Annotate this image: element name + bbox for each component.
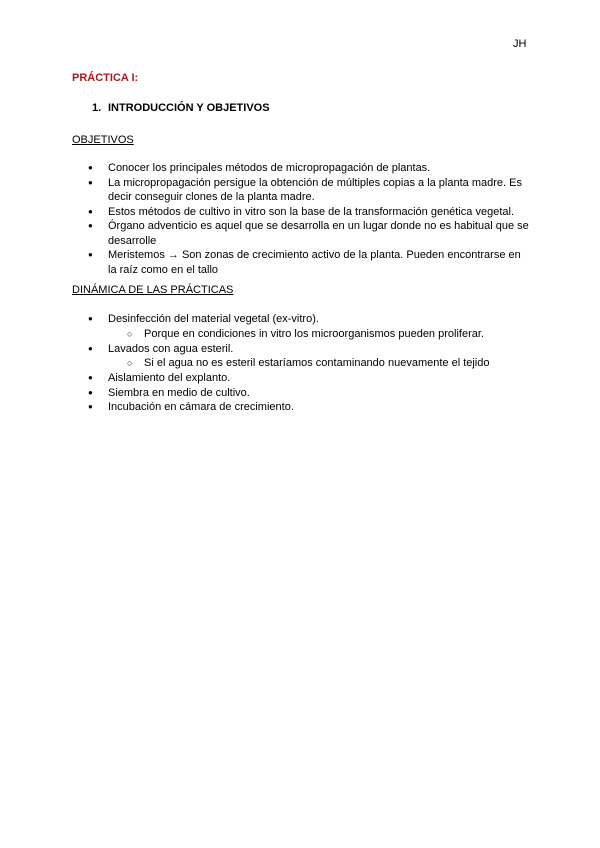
sub-list <box>108 356 532 371</box>
header-initials: JH <box>513 38 527 50</box>
sub-list-item: ○ Si el agua no es esteril estaríamos contaminando nuevamente el tejido <box>108 356 532 371</box>
section-number: 1. <box>92 102 102 114</box>
list-item: ● Siembra en medio de cultivo. <box>72 386 532 401</box>
list-item: ● Conocer los principales métodos de micropropagación de plantas. <box>72 161 532 176</box>
dynamics-heading: DINÁMICA DE LAS PRÁCTICAS <box>72 284 234 296</box>
list-item-text: Lavados con agua esteril. <box>108 342 234 355</box>
list-item: ● Órgano adventicio es aquel que se desarrolla en un lugar donde no es habitual que se desarrolle <box>72 219 532 248</box>
section-title: INTRODUCCIÓN Y OBJETIVOS <box>108 102 270 114</box>
list-item: ● Incubación en cámara de crecimiento. <box>72 400 532 415</box>
list-item <box>72 342 532 372</box>
sub-list <box>108 327 532 342</box>
list-item: ● Estos métodos de cultivo in vitro son la base de la transformación genética vegetal. <box>72 205 532 220</box>
dynamics-list <box>72 312 532 415</box>
list-item: ● La micropropagación persigue la obtención de múltiples copias a la planta madre. Es decir conseguir clones de la planta madre. <box>72 176 532 205</box>
practice-title: PRÁCTICA I: <box>72 72 139 84</box>
list-item <box>72 312 532 342</box>
list-item-text: Desinfección del material vegetal (ex-vitro). <box>108 313 319 325</box>
list-item: ● Aislamiento del explanto. <box>72 371 532 386</box>
section-heading <box>92 101 270 115</box>
sub-list-item: ○ Porque en condiciones in vitro los microorganismos pueden proliferar. <box>108 327 532 342</box>
objectives-list <box>72 161 532 277</box>
objectives-heading: OBJETIVOS <box>72 134 134 146</box>
list-item: ● Meristemos → Son zonas de crecimiento activo de la planta. Pueden encontrarse en la raíz como en el tallo <box>72 248 532 277</box>
